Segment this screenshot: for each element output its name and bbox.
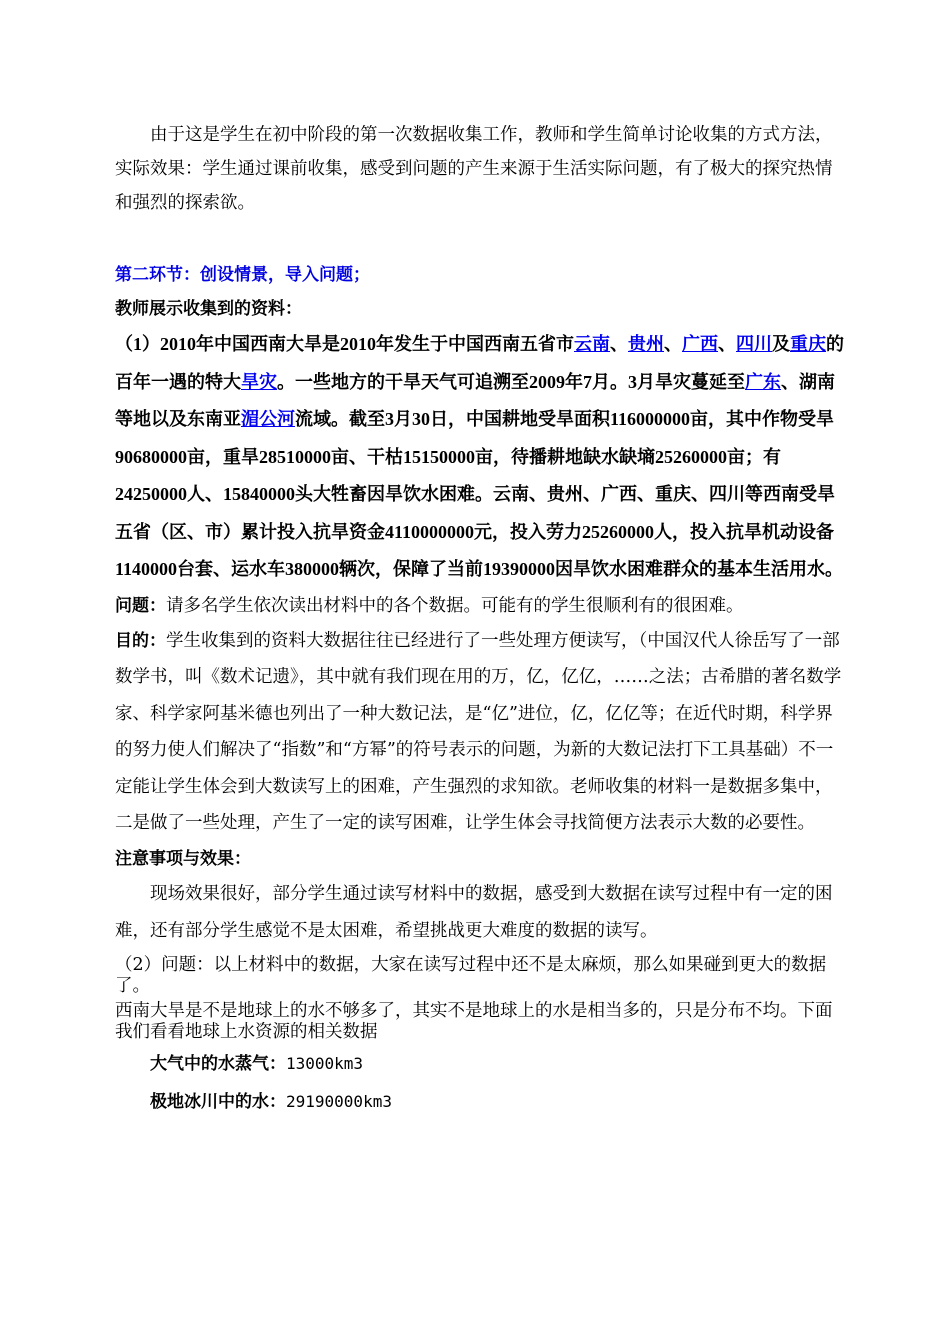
question-label: 问题： (115, 595, 166, 616)
water-label: 大气中的水蒸气： (150, 1054, 286, 1075)
notes-paragraph: 现场效果很好，部分学生通过读写材料中的数据，感受到大数据在读写过程中有一定的困难，还有部分学生感觉不是太困难，希望挑战更大难度的数据的读写。 (115, 884, 833, 941)
material-text: （1）2010年中国西南大旱是2010年发生于中国西南五省市 (115, 334, 574, 354)
intro-paragraph: 由于这是学生在初中阶段的第一次数据收集工作，教师和学生简单讨论收集的方式方法，实际效果：学生通过课前收集，感受到问题的产生来源于生活实际问题，有了极大的探究热情和强烈的探索欲。 (115, 125, 833, 213)
purpose-text: 学生收集到的资料大数据往往已经进行了一些处理方便读写，（中国汉代人徐岳写了一部数学书，叫《数术记遗》，其中就有我们现在用的万，亿，亿亿，……之法；古希腊的著名数学家、科学家阿基米德也列出了一种大数记法，是“亿”进位，亿，亿亿等；在近代时期，科学界的努力使人们解决了“指数”和“方幂”的符号表示的问题，为新的大数记法打下工具基础）不一定能让学生体会到大数读写上的困难，产生强烈的求知欲。老师收集的材料一是数据多集中，二是做了一些处理，产生了一定的读写困难，让学生体会寻找简便方法表示大数的必要性。 (115, 630, 842, 834)
water-value: 13000km3 (286, 1054, 364, 1074)
link-sichuan[interactable]: 四川 (736, 334, 772, 354)
material-text: 流域。截至3月30日，中国耕地受旱面积116000000亩，其中作物受旱90680000亩，重旱28510000亩、干枯15150000亩，待播耕地缺水缺墒25260000亩；有24250000人、15840000头大牲畜因旱饮水困难。云南、贵州、广西、重庆、四川等西南受旱五省（区、市）累计投入抗旱资金4110000000元，投入劳力25260000人，投入抗旱机动设备1140000台套、运水车380000辆次，保障了当前19390000因旱饮水困难群众的基本生活用水。 (115, 409, 844, 579)
material-sep: 及 (772, 334, 790, 354)
link-yunnan[interactable]: 云南 (574, 334, 610, 354)
question-text: 请多名学生依次读出材料中的各个数据。可能有的学生很顺利有的很困难。 (166, 595, 744, 616)
link-chongqing[interactable]: 重庆 (790, 334, 826, 354)
material-text: 、湖南等地以及东南亚 (115, 371, 835, 429)
question-paragraph (115, 589, 845, 623)
material-text: 。一些地方的干旱天气可追溯至2009年7月。3月旱灾蔓延至 (277, 371, 745, 392)
purpose-paragraph (115, 623, 845, 843)
water-value: 29190000km3 (286, 1092, 392, 1112)
link-drought[interactable]: 旱灾 (241, 371, 277, 392)
document-page (115, 118, 845, 1121)
teacher-show-heading: 教师展示收集到的资料： (115, 299, 302, 319)
link-guangxi[interactable]: 广西 (682, 334, 718, 354)
material-sep: 、 (718, 334, 736, 354)
notes-heading: 注意事项与效果： (115, 849, 251, 870)
southwest-paragraph: 西南大旱是不是地球上的水不够多了，其实不是地球上的水是相当多的，只是分布不均。下面我们看看地球上水资源的相关数据 (115, 1001, 833, 1043)
question2-paragraph: （2）问题：以上材料中的数据，大家在读写过程中还不是太麻烦，那么如果碰到更大的数据了。 (115, 955, 827, 997)
water-label: 极地冰川中的水： (150, 1092, 286, 1113)
material-sep: 、 (610, 334, 628, 354)
water-item (115, 1045, 845, 1083)
material-sep: 、 (664, 334, 682, 354)
link-guizhou[interactable]: 贵州 (628, 334, 664, 354)
water-item (115, 1083, 845, 1121)
purpose-label: 目的： (115, 630, 166, 651)
material-paragraph (115, 326, 845, 589)
material-text: 的百年一遇的特大 (115, 334, 844, 392)
link-guangdong[interactable]: 广东 (745, 371, 781, 392)
link-mekong[interactable]: 湄公河 (241, 409, 295, 429)
section-title: 第二环节：创设情景，导入问题； (115, 265, 370, 285)
